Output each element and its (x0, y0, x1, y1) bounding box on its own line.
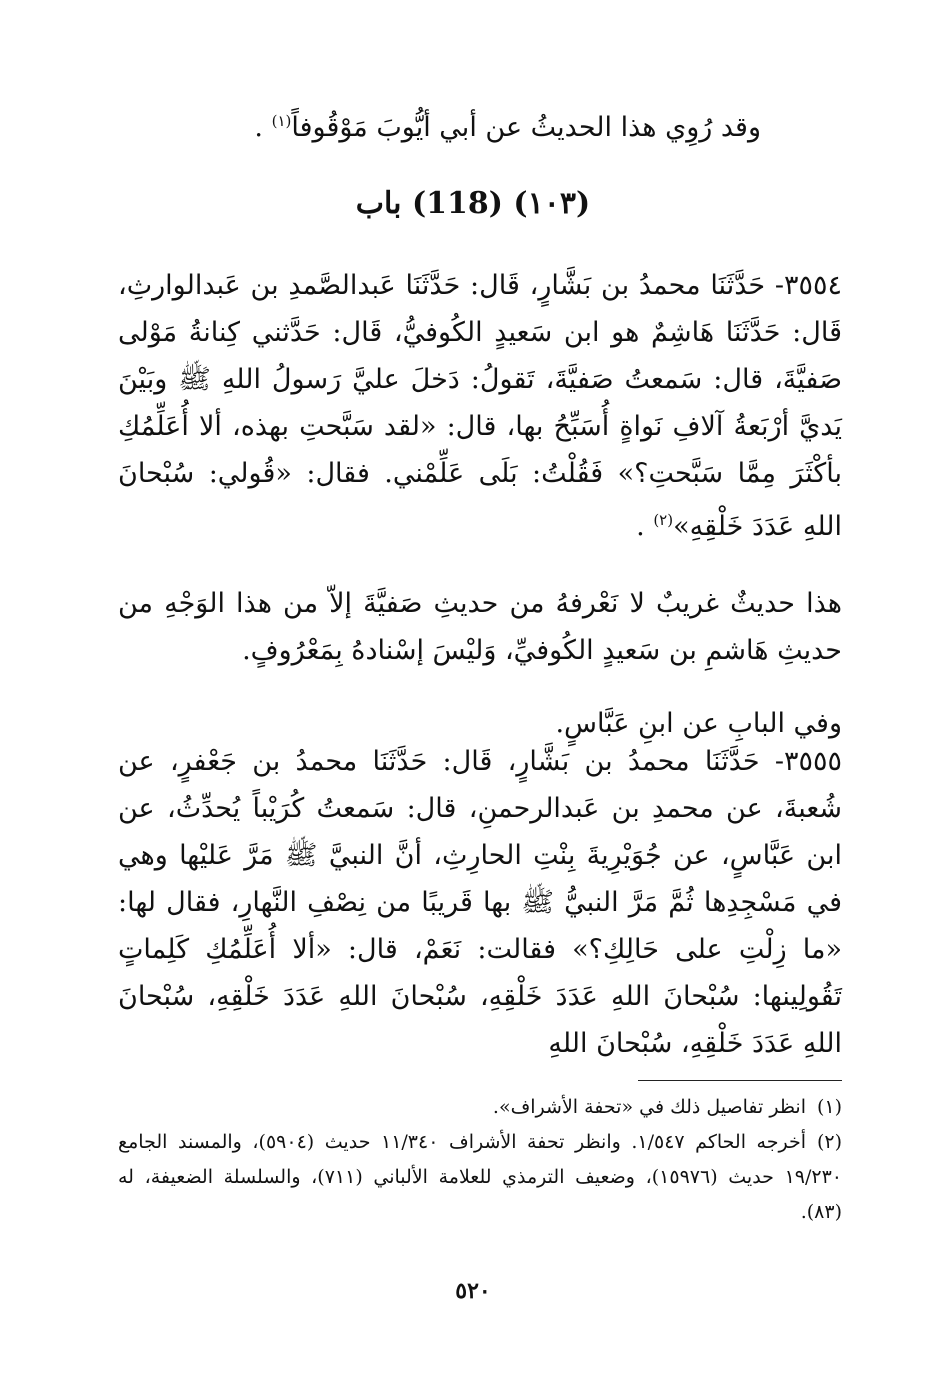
hadith-3554-text: ٣٥٥٤- حَدَّثَنَا محمدُ بن بَشَّارٍ، قَال: حَدَّثَنَا عَبدالصَّمدِ بن عَبدالوارثِ، قَال: حَدَّثَنَا هَاشِمٌ هو ابن سَعيدٍ الكُوفيُّ، قَال: حَدَّثني كِنانةُ مَوْلى صَفيَّةَ، قال: سَمعتُ صَفيَّةَ، تَقولُ: دَخلَ عليَّ رَسولُ اللهِ ﷺ وبَيْنَ يَديَّ أرْبَعةُ آلافِ نَواةٍ أُسَبِّحُ بها، قال: «لقد سَبَّحتِ بهذه، ألا أُعَلِّمُكِ بأكْثَرَ مِمَّا سَبَّحتِ؟» فَقُلْتُ: بَلَى عَلِّمْني. فقال: «قُولي: سُبْحانَ اللهِ عَدَدَ خَلْقِهِ» (118, 270, 842, 542)
bab-note: وفي البابِ عن ابنِ عَبَّاسٍ. (555, 708, 842, 739)
intro-end: . (254, 112, 272, 143)
hadith-3555-text: ٣٥٥٥- حَدَّثَنَا محمدُ بن بَشَّارٍ، قَال: حَدَّثَنَا محمدُ بن جَعْفرٍ، عن شُعبةَ، عن محمدِ بن عَبدالرحمنِ، قال: سَمعتُ كُرَيْباً يُحدِّثُ، عن ابن عَبَّاسٍ، عن جُوَيْرِيةَ بِنْتِ الحارِثِ، أنَّ النبيَّ ﷺ مَرَّ عَليْها وهي في مَسْجِدِها ثُمَّ مَرَّ النبيُّ ﷺ بها قَريبًا من نِصْفِ النَّهارِ، فقال لها: «ما زِلْتِ على حَالِكِ؟» فقالت: نَعَمْ، قال: «ألا أُعَلِّمُكِ كَلِماتٍ تَقُولِينها: سُبْحانَ اللهِ عَدَدَ خَلْقِهِ، سُبْحانَ اللهِ عَدَدَ خَلْقِهِ، سُبْحانَ اللهِ عَدَدَ خَلْقِهِ، سُبْحانَ اللهِ (118, 746, 842, 1059)
footnote-2-number: (٢) (816, 1131, 842, 1153)
footnote-1-number: (١) (816, 1096, 842, 1118)
footnote-1 (118, 1090, 842, 1125)
hadith-3555 (118, 738, 842, 1067)
footnote-divider (638, 1080, 842, 1081)
footnote-ref-2: (٢) (653, 511, 674, 529)
footnote-2-text: أخرجه الحاكم ١/٥٤٧. وانظر تحفة الأشراف ١١/٣٤٠ حديث (٥٩٠٤)، والمسند الجامع ١٩/٢٣٠ حديث (١٥٩٧٦)، وضعيف الترمذي للعلامة الألباني (٧١١)، والسلسلة الضعيفة، له (٨٣). (118, 1131, 842, 1223)
page-number: ٥٢٠ (455, 1278, 491, 1304)
footnote-1-text: انظر تفاصيل ذلك في «تحفة الأشراف». (492, 1096, 806, 1118)
intro-line (254, 112, 761, 143)
intro-text: وقد رُوِي هذا الحديثُ عن أبي أيُّوبَ مَوْقُوفاً (291, 112, 761, 143)
footnote-2 (118, 1125, 842, 1230)
hadith-comment: هذا حديثٌ غريبٌ لا نَعْرفهُ من حديثِ صَفيَّةَ إلاّ من هذا الوَجْهِ من حديثِ هَاشمِ بن سَعيدٍ الكُوفيِّ، وَليْسَ إسْنادهُ بِمَعْرُوفٍ. (118, 588, 842, 666)
hadith-3554 (118, 262, 842, 550)
footnote-ref-1: (١) (271, 112, 292, 130)
hadith-3554-end: . (636, 511, 654, 542)
chapter-heading: (١٠٣) (118) باب (355, 186, 591, 221)
